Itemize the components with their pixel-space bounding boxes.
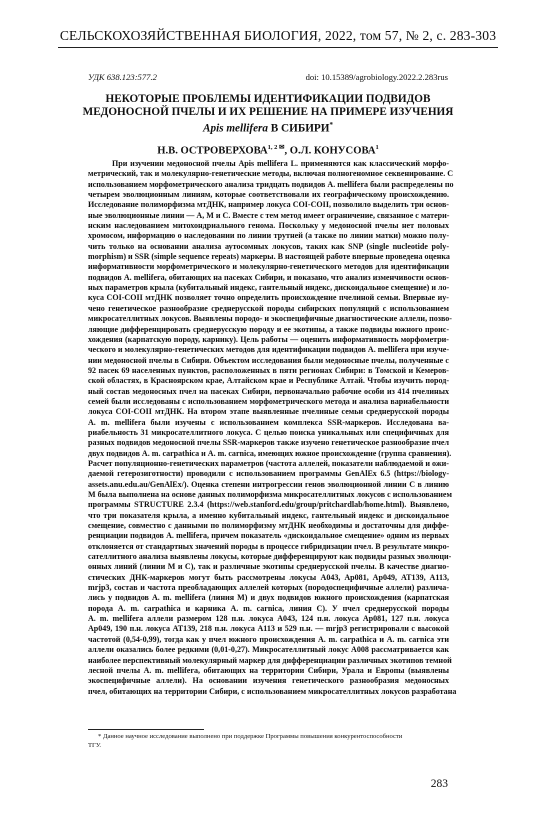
abstract-line: assets.anu.edu.au/GenAlEx/). Оценка степени интрогрессии генов эволюционной линии C в линию: [88, 479, 449, 489]
abstract-line: Исследование полиморфизма мтДНК, например локуса COI-COII, позволило выделить три основ-: [88, 200, 449, 210]
abstract-line: онных линий (линии M и C), так и различные экотипы среднерусской пчелы. В качестве диагно-: [88, 562, 449, 572]
abstract-line: подвидов A. mellifera, обитающих на пасеках Сибири, и показано, что анализ изменчивости основ-: [88, 272, 449, 282]
abstract-line: ный состав медоносных пчел на пасеках Сибири, первоначально рабочие особи из 414 пчелиных: [88, 386, 449, 396]
article-title: [70, 93, 466, 135]
udk-code: УДК 638.123:577.2: [88, 72, 157, 82]
abstract-line: куса COI-COII мтДНК позволяет точно определить происхождение пчелиной семьи. Впервые иу-: [88, 293, 449, 303]
author-name: Н.В. ОСТРОВЕРХОВА: [157, 145, 268, 157]
title-line-3-rest: В СИБИРИ: [267, 122, 330, 135]
abstract-line: При изучении медоносной пчелы Apis mellifera L. применяются как классический морфо-: [112, 159, 449, 168]
page-number: 283: [430, 778, 448, 790]
abstract-line: отклоняется от стандартных значений породы в процессе гибридизации пчел. В результате микро-: [88, 541, 450, 551]
abstract-line: сателлитного анализа выявлены локусы, которые дифференцируют как подвиды разных эволюци-: [88, 552, 452, 562]
abstract-line: информативности морфометрического и молекулярно-генетического методов для идентификации: [88, 262, 449, 272]
abstract-line: лесной пчелы A. m. mellifera, обитающих на территории Сибири, Урала и Европы (выявлены: [88, 665, 449, 675]
footnote-rule: [88, 729, 204, 730]
abstract-line: mrjp3, состав и частота преобладающих аллелей которых (породоспецифичные аллели) различа-: [88, 583, 449, 593]
abstract-line: morphism) и SSR (simple sequence repeats) маркеры. В настоящей работе впервые проведена оценка: [88, 252, 450, 262]
abstract-line: лись у подвидов A. m. mellifera (линия M) и двух подвидов южного происхождения (карпатская: [88, 593, 449, 603]
footnote: [88, 733, 449, 750]
abstract-line: ные эволюционные линии — A, M и C. Вместе с тем метод имеет ограничение, связанное с матери-: [88, 210, 450, 220]
abstract-line: частотой (0,54-0,99), тогда как у пчел южного происхождения A. m. carpathica и A. m. carnica эти: [88, 634, 449, 644]
title-line-3: [70, 119, 466, 136]
abstract-line: ренциации подвидов A. mellifera, причем показатель «дискоидальное смещение» одним из первых: [88, 531, 449, 541]
title-line-2: МЕДОНОСНОЙ ПЧЕЛЫ И ИХ РЕШЕНИЕ НА ПРИМЕРЕ ИЗУЧЕНИЯ: [82, 105, 454, 118]
abstract-line: четырем эволюционным линиям, которые соответствовали их географическому происхождению.: [88, 190, 449, 200]
abstract-line: A. m. mellifera были изучены с использованием комплекса SSR-маркеров. Исследована ва-: [88, 417, 449, 427]
title-species: Apis mellifera: [203, 122, 268, 135]
author-separator: ,: [284, 145, 290, 157]
abstract-line: разных подвидов медоносной пчелы SSR-маркеров также изучено генетическое разнообразие пчел: [88, 438, 449, 448]
abstract-line: семей были исследованы с использованием морфометрического метода и анализа вариабельности: [88, 396, 449, 406]
header-rule: [58, 47, 498, 48]
abstract-line: ской областях, в Красноярском крае, Алтайском крае и Республике Алтай. Чтобы изучить пород-: [88, 376, 449, 386]
abstract-line: A. m. mellifera аллели размером 128 п.н. локуса A043, 124 п.н. локуса Ap081, 127 п.н. локуса: [88, 614, 449, 624]
abstract-line: хромосом, информацию о наследовании по линии трутней (а также по линии матки) можно полу-: [88, 231, 449, 241]
abstract-line: программы STRUCTURE 2.3.4 (https://web.stanford.edu/group/pritchardlab/home.html). Выявлено,: [88, 500, 449, 510]
abstract-line: порода A. m. carpathica и карника A. m. carnica, линия C). У пчел среднерусской породы: [88, 603, 449, 613]
abstract-line: пчел, обитающих на территории Сибири, с использованием микросателлитных локусов разработана: [88, 686, 457, 696]
abstract-line: Расчет популяционно-генетических параметров (частота аллелей, показатели наблюдаемой и ожи-: [88, 458, 449, 468]
abstract-line: локуса COI-COII мтДНК. На втором этапе выявленные пчелиные семьи среднерусской породы: [88, 407, 449, 417]
abstract-line: Ap049, 190 п.н. локуса AT139, 218 п.н. локуса A113 и 529 п.н. — mrjp3 регистрировали с высокой: [88, 624, 449, 634]
title-footnote-mark: *: [329, 120, 333, 129]
author-name: О.Л. КОНУСОВА: [289, 145, 376, 157]
abstract-line: ных параметров крыла (кубитальный индекс, гантельный индекс, дискоидальное смещение) и ло-: [88, 283, 450, 293]
abstract-line: использованием морфометрического анализа тридцать подвидов A. mellifera были распределены по: [88, 179, 454, 189]
abstract-line: наиболее перспективный молекулярный маркер для дифференциации различных экотипов темной: [88, 655, 452, 665]
abstract-line: аллели оказались более редкими (0,01-0,27). Микросателлитный локус A008 рассматривается как: [88, 645, 449, 655]
abstract-line: 92 пасек 69 населенных пунктов, расположенных в пяти регионах Сибири: в Томской и Кемеров-: [88, 365, 449, 375]
journal-header: СЕЛЬСКОХОЗЯЙСТВЕННАЯ БИОЛОГИЯ, 2022, том 57, № 2, с. 283-303: [59, 28, 497, 43]
doi-identifier[interactable]: doi: 10.15389/agrobiology.2022.2.283rus: [305, 72, 448, 82]
abstract-line: микросателлитных локусов. Выявлены породо- и экоспецифичные диагностические аллели, позво-: [88, 314, 452, 324]
abstract-line: нским наследованием митохондриального генома. Поскольку у медоносной пчелы нет половых: [88, 221, 449, 231]
abstract-line: чить только на основании анализа аутосомных локусов, таких как SNP (single nucleotide poly-: [88, 241, 449, 251]
abstract-line: двух подвидов A. m. carpathica и A. m. carnica, имеющих южное происхождение (группа сравнения).: [88, 448, 452, 458]
author-affiliation: 1: [375, 144, 379, 151]
abstract-line: риабельность 31 микросателлитного локуса. С целью поиска уникальных или специфичных для: [88, 427, 449, 437]
footnote-line: * Данное научное исследование выполнено при поддержке Программы повышения конкурентоспособности: [98, 733, 403, 740]
abstract-line: экоспецифичные аллели). На основании изучения генетического разнообразия медоносных: [88, 676, 449, 686]
abstract-line: нии медоносной пчелы в Сибири. Объектом исследования были медоносные пчелы, полученные с: [88, 355, 449, 365]
abstract-text: [88, 159, 457, 697]
author-affiliation: 1, 2 ✉: [267, 144, 285, 151]
abstract-line: даемой гетерозиготности) проводили с использованием программы GenAlEx 6.5 (https://biology-: [88, 469, 449, 479]
author-list: [70, 143, 466, 157]
abstract-line: что три показателя крыла, а именно кубитальный индекс, гантельный индекс и дискоидальное: [88, 510, 449, 520]
title-line-1: НЕКОТОРЫЕ ПРОБЛЕМЫ ИДЕНТИФИКАЦИИ ПОДВИДОВ: [105, 93, 431, 105]
abstract-line: ляющие дифференцировать среднерусскую породу и ее экотипы, а также подвиды южного проис-: [88, 324, 449, 334]
abstract-line: чено генетическое разнообразие среднерусской породы сибирских популяций с использованием: [88, 303, 449, 313]
abstract-line: стических ДНК-маркеров могут быть рассмотрены локусы A043, Ap081, Ap049, AT139, A113,: [88, 572, 449, 582]
abstract-line: хождения (карпатскую породу, карнику). Цель работы — оценить информативность морфометри-: [88, 334, 449, 344]
abstract-line: смещение, совместно с данными по полиморфизму мтДНК необходимы и достаточны для диффе-: [88, 521, 449, 531]
abstract-line: ческого и молекулярно-генетических методов для идентификации подвидов A. mellifera при изуче-: [88, 345, 449, 355]
abstract-line: M была выполнена на основе данных полиморфизма микросателлитных локусов с использованием: [88, 490, 452, 499]
abstract-line: метрический, так и молекулярно-генетические методы, включая полногеномное секвенирование. С: [88, 169, 454, 179]
footnote-line: ТГУ.: [88, 741, 102, 749]
